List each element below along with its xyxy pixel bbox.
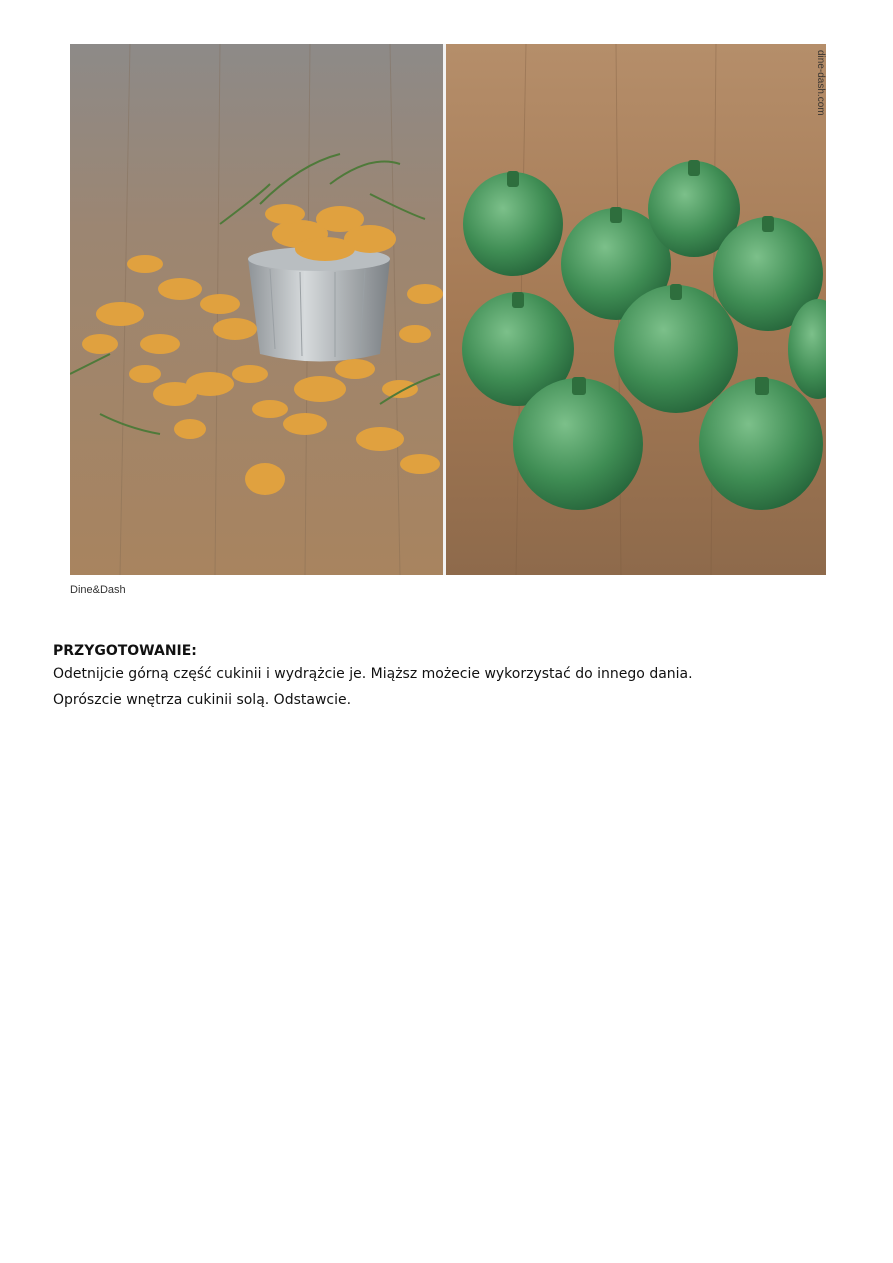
zucchini-photo: [446, 44, 826, 575]
chanterelles-image: [70, 44, 443, 575]
preparation-step-1: Odetnijcie górną część cukinii i wydrążcie je. Miąższ możecie wykorzystać do innego dania.: [53, 666, 693, 682]
preparation-step-2: Oprószcie wnętrza cukinii solą. Odstawcie.: [53, 692, 352, 708]
preparation-heading: PRZYGOTOWANIE:: [53, 643, 197, 659]
zucchini-image: [446, 44, 826, 575]
chanterelles-photo: [70, 44, 443, 575]
preparation-section: [53, 641, 853, 713]
watermark: dine-dash.com: [815, 50, 826, 116]
photo-caption: Dine&Dash: [70, 584, 126, 596]
